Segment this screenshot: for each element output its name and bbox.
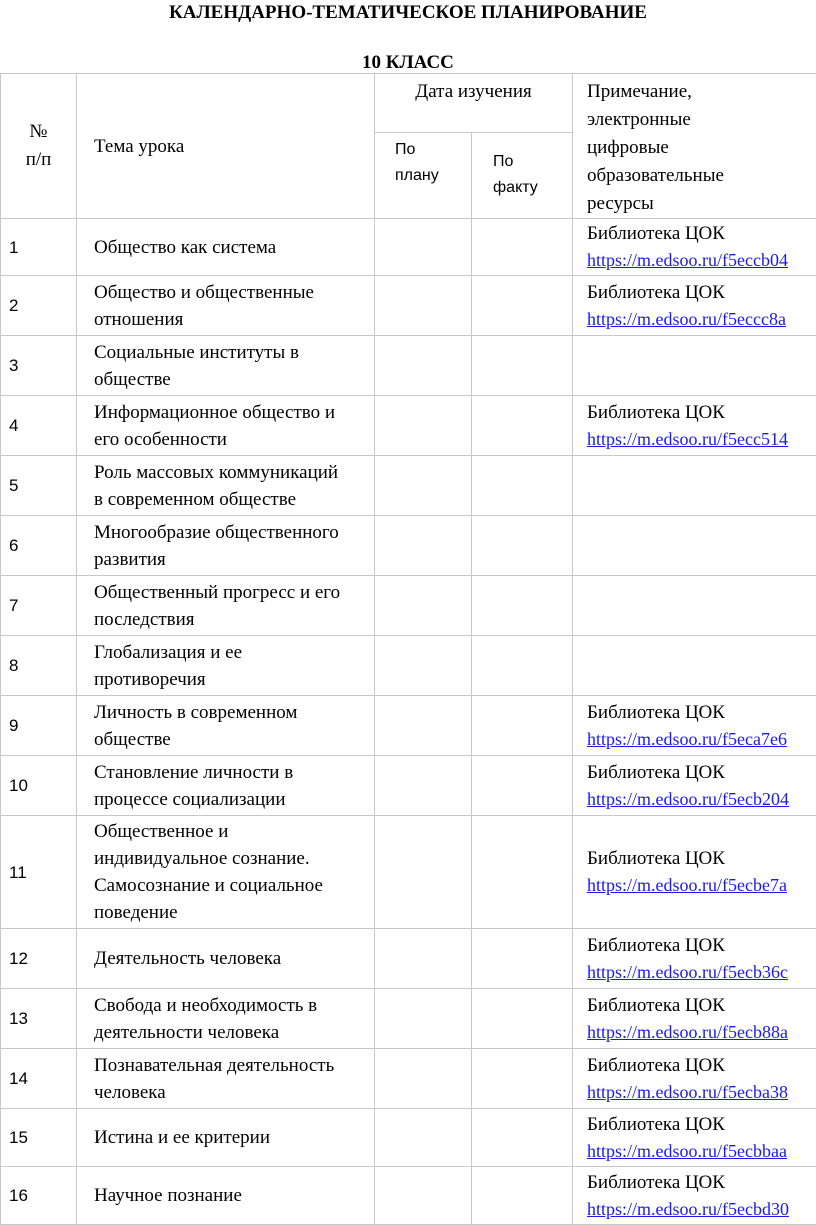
date-plan-cell [375, 456, 472, 516]
lesson-topic-line: Познавательная деятельность [94, 1052, 370, 1079]
lesson-topic-line: Общество как система [94, 234, 370, 261]
date-fact-cell [472, 456, 573, 516]
date-plan-cell [375, 816, 472, 929]
resource-link[interactable]: https://m.edsoo.ru/f5ecbd30 [587, 1196, 816, 1222]
table-row [1, 336, 816, 396]
header-note-line: Примечание, [587, 78, 816, 106]
lesson-topic-line: в современном обществе [94, 486, 370, 513]
resource-link[interactable]: https://m.edsoo.ru/f5eccb04 [587, 247, 816, 273]
date-plan-cell [375, 576, 472, 636]
table-row [1, 1167, 816, 1225]
lesson-topic-line: Истина и ее критерии [94, 1124, 370, 1151]
table-row [1, 816, 816, 929]
lesson-topic-line: Самосознание и социальное [94, 872, 370, 899]
header-plan-line: По [395, 137, 471, 163]
library-label: Библиотека ЦОК [587, 1112, 816, 1138]
lesson-topic-line: Общественное и [94, 818, 370, 845]
resource-note [573, 756, 816, 816]
lesson-topic [77, 636, 375, 696]
lesson-number: 12 [1, 929, 77, 989]
resource-link[interactable]: https://m.edsoo.ru/f5ecba38 [587, 1079, 816, 1105]
table-row [1, 696, 816, 756]
lesson-topic-line: развития [94, 546, 370, 573]
table-row [1, 396, 816, 456]
header-note-line: цифровые [587, 134, 816, 162]
lesson-topic [77, 456, 375, 516]
header-plan-line: плану [395, 163, 471, 189]
resource-note [573, 219, 816, 276]
resource-link[interactable]: https://m.edsoo.ru/f5eccc8a [587, 306, 816, 332]
resource-note [573, 989, 816, 1049]
resource-link[interactable]: https://m.edsoo.ru/f5ecbbaa [587, 1138, 816, 1164]
lesson-topic [77, 1049, 375, 1109]
resource-note [573, 456, 816, 516]
lesson-topic-line: Общество и общественные [94, 279, 370, 306]
library-label: Библиотека ЦОК [587, 1170, 816, 1196]
header-note-line: электронные [587, 106, 816, 134]
resource-note [573, 396, 816, 456]
resource-link[interactable]: https://m.edsoo.ru/f5ecb88a [587, 1019, 816, 1045]
resource-note [573, 636, 816, 696]
library-label: Библиотека ЦОК [587, 700, 816, 726]
date-plan-cell [375, 396, 472, 456]
header-fact-line: факту [493, 175, 572, 201]
table-row [1, 636, 816, 696]
lesson-number: 15 [1, 1109, 77, 1167]
library-label: Библиотека ЦОК [587, 846, 816, 872]
table-row [1, 516, 816, 576]
date-plan-cell [375, 989, 472, 1049]
header-fact-line: По [493, 149, 572, 175]
lesson-number: 2 [1, 276, 77, 336]
resource-note [573, 516, 816, 576]
lesson-number: 14 [1, 1049, 77, 1109]
table-row [1, 576, 816, 636]
resource-note [573, 929, 816, 989]
date-fact-cell [472, 516, 573, 576]
lesson-topic-line: обществе [94, 726, 370, 753]
lesson-number: 11 [1, 816, 77, 929]
lesson-topic-line: Личность в современном [94, 699, 370, 726]
resource-link[interactable]: https://m.edsoo.ru/f5ecb204 [587, 786, 816, 812]
date-fact-cell [472, 1109, 573, 1167]
lesson-topic [77, 576, 375, 636]
lesson-topic [77, 396, 375, 456]
lesson-topic-line: Научное познание [94, 1182, 370, 1209]
lesson-topic-line: отношения [94, 306, 370, 333]
lesson-number: 1 [1, 219, 77, 276]
header-plan [375, 133, 472, 219]
document-title: КАЛЕНДАРНО-ТЕМАТИЧЕСКОЕ ПЛАНИРОВАНИЕ [0, 2, 816, 24]
resource-note [573, 336, 816, 396]
date-plan-cell [375, 1109, 472, 1167]
lesson-topic-line: Общественный прогресс и его [94, 579, 370, 606]
lesson-topic [77, 516, 375, 576]
header-fact [472, 133, 573, 219]
resource-link[interactable]: https://m.edsoo.ru/f5ecc514 [587, 426, 816, 452]
lesson-number: 4 [1, 396, 77, 456]
header-note-line: ресурсы [587, 190, 816, 218]
lesson-topic-line: Роль массовых коммуникаций [94, 459, 370, 486]
lesson-topic-line: обществе [94, 366, 370, 393]
library-label: Библиотека ЦОК [587, 1053, 816, 1079]
header-note-line: образовательные [587, 162, 816, 190]
resource-note [573, 576, 816, 636]
table-row [1, 1049, 816, 1109]
resource-note [573, 816, 816, 929]
lesson-topic-line: Свобода и необходимость в [94, 992, 370, 1019]
library-label: Библиотека ЦОК [587, 400, 816, 426]
lesson-number: 9 [1, 696, 77, 756]
lesson-topic-line: индивидуальное сознание. [94, 845, 370, 872]
lesson-topic [77, 696, 375, 756]
date-fact-cell [472, 219, 573, 276]
date-plan-cell [375, 1167, 472, 1225]
resource-link[interactable]: https://m.edsoo.ru/f5ecb36c [587, 959, 816, 985]
table-row [1, 456, 816, 516]
lesson-plan-table [0, 73, 816, 1225]
lesson-number: 3 [1, 336, 77, 396]
lesson-topic-line: Социальные институты в [94, 339, 370, 366]
header-topic: Тема урока [77, 74, 375, 219]
lesson-topic-line: Информационное общество и [94, 399, 370, 426]
date-fact-cell [472, 696, 573, 756]
table-row [1, 989, 816, 1049]
date-fact-cell [472, 756, 573, 816]
lesson-topic-line: поведение [94, 899, 370, 926]
resource-note [573, 276, 816, 336]
date-plan-cell [375, 756, 472, 816]
date-fact-cell [472, 276, 573, 336]
lesson-topic-line: противоречия [94, 666, 370, 693]
table-row [1, 756, 816, 816]
lesson-topic [77, 1167, 375, 1225]
resource-note [573, 1049, 816, 1109]
resource-note [573, 696, 816, 756]
header-number-line: п/п [1, 146, 76, 174]
lesson-topic [77, 989, 375, 1049]
lesson-topic [77, 929, 375, 989]
lesson-topic-line: Деятельность человека [94, 945, 370, 972]
date-plan-cell [375, 516, 472, 576]
date-plan-cell [375, 276, 472, 336]
lesson-topic [77, 219, 375, 276]
lesson-number: 13 [1, 989, 77, 1049]
header-date: Дата изучения [375, 74, 573, 133]
date-plan-cell [375, 696, 472, 756]
date-fact-cell [472, 816, 573, 929]
lesson-topic [77, 336, 375, 396]
date-plan-cell [375, 336, 472, 396]
lesson-number: 5 [1, 456, 77, 516]
date-plan-cell [375, 636, 472, 696]
lesson-number: 10 [1, 756, 77, 816]
library-label: Библиотека ЦОК [587, 760, 816, 786]
lesson-topic-line: Многообразие общественного [94, 519, 370, 546]
date-plan-cell [375, 219, 472, 276]
date-plan-cell [375, 929, 472, 989]
lesson-number: 6 [1, 516, 77, 576]
lesson-topic-line: Глобализация и ее [94, 639, 370, 666]
date-fact-cell [472, 636, 573, 696]
library-label: Библиотека ЦОК [587, 933, 816, 959]
lesson-number: 16 [1, 1167, 77, 1225]
lesson-topic-line: Становление личности в [94, 759, 370, 786]
header-note [573, 74, 816, 219]
class-subtitle: 10 КЛАСС [362, 52, 454, 74]
resource-note [573, 1167, 816, 1225]
date-fact-cell [472, 1049, 573, 1109]
header-row-top [1, 74, 816, 133]
header-number-line: № [1, 118, 76, 146]
lesson-topic [77, 1109, 375, 1167]
lesson-topic [77, 756, 375, 816]
lesson-topic [77, 276, 375, 336]
lesson-topic-line: человека [94, 1079, 370, 1106]
date-fact-cell [472, 336, 573, 396]
header-number [1, 74, 77, 219]
lesson-number: 7 [1, 576, 77, 636]
library-label: Библиотека ЦОК [587, 280, 816, 306]
lesson-topic-line: его особенности [94, 426, 370, 453]
table-row [1, 276, 816, 336]
date-fact-cell [472, 989, 573, 1049]
table-row [1, 1109, 816, 1167]
lesson-number: 8 [1, 636, 77, 696]
table-row [1, 219, 816, 276]
lesson-topic-line: процессе социализации [94, 786, 370, 813]
date-fact-cell [472, 929, 573, 989]
date-plan-cell [375, 1049, 472, 1109]
resource-link[interactable]: https://m.edsoo.ru/f5ecbe7a [587, 872, 816, 898]
lesson-topic-line: последствия [94, 606, 370, 633]
date-fact-cell [472, 576, 573, 636]
resource-note [573, 1109, 816, 1167]
lesson-topic [77, 816, 375, 929]
lesson-rows [1, 219, 816, 1225]
date-fact-cell [472, 1167, 573, 1225]
lesson-topic-line: деятельности человека [94, 1019, 370, 1046]
library-label: Библиотека ЦОК [587, 993, 816, 1019]
library-label: Библиотека ЦОК [587, 221, 816, 247]
resource-link[interactable]: https://m.edsoo.ru/f5eca7e6 [587, 726, 816, 752]
table-row [1, 929, 816, 989]
date-fact-cell [472, 396, 573, 456]
